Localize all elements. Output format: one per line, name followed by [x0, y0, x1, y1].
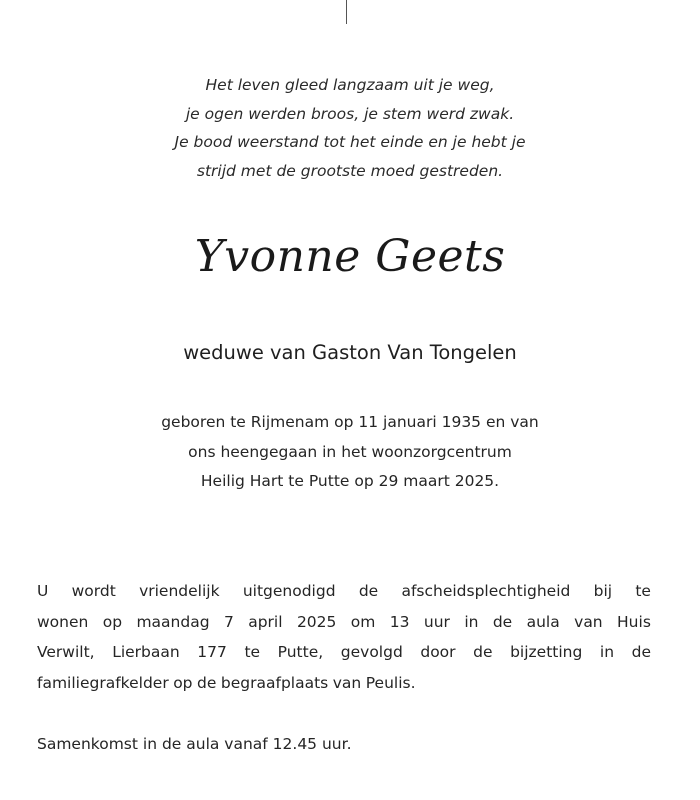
invitation-word: Putte, [277, 643, 324, 661]
invitation-word: wonen [37, 612, 89, 631]
birth-death-line: geboren te Rijmenam op 11 januari 1935 en van [161, 413, 539, 431]
invitation-word: 177 [197, 643, 227, 661]
invitation-word: maandag [136, 612, 210, 631]
invitation-word: aula [526, 612, 560, 631]
invitation-word: Verwilt, [37, 643, 95, 661]
invitation-word: op [102, 612, 123, 631]
invitation-word: te [244, 643, 261, 661]
poem-line: je ogen werden broos, je stem werd zwak. [185, 104, 515, 123]
invitation-word: uur [423, 612, 450, 631]
invitation-line [37, 668, 651, 699]
invitation-line [37, 637, 651, 668]
invitation-word: afscheidsplechtigheid [401, 582, 571, 600]
invitation-word: de [492, 612, 513, 631]
invitation-word: Lierbaan [112, 643, 180, 661]
invitation-word: april [248, 612, 283, 631]
birth-death-line: ons heengegaan in het woonzorgcentrum [188, 442, 512, 461]
invitation-word: uitgenodigd [242, 582, 336, 600]
gathering-notice: Samenkomst in de aula vanaf 12.45 uur. [37, 735, 352, 753]
invitation-word: bijzetting [510, 643, 583, 661]
invitation-line [37, 576, 651, 607]
invitation-word: op [173, 673, 193, 692]
invitation-word: in [464, 612, 479, 631]
invitation-word: van [332, 673, 362, 692]
invitation-word: U [37, 582, 49, 600]
ceremony-invitation [37, 576, 651, 698]
invitation-word: vriendelijk [139, 582, 220, 600]
invitation-word: de [358, 582, 379, 600]
invitation-word: 7 [223, 612, 234, 631]
invitation-word: de [473, 643, 493, 661]
poem-line: Je bood weerstand tot het einde en je hebt je [174, 133, 526, 151]
invitation-word: begraafplaats [220, 673, 329, 692]
deceased-name: Yvonne Geets [194, 231, 506, 282]
birth-death-details [0, 408, 700, 497]
invitation-word: te [635, 582, 651, 600]
poem-line: strijd met de grootste moed gestreden. [196, 161, 504, 180]
memorial-poem [0, 71, 700, 185]
invitation-word: 13 [389, 612, 410, 631]
invitation-word: de [631, 643, 651, 661]
invitation-line [37, 607, 651, 638]
top-divider-line [346, 0, 347, 24]
invitation-word: Peulis. [365, 673, 416, 692]
invitation-word: wordt [71, 582, 116, 600]
invitation-word: door [420, 643, 456, 661]
poem-line: Het leven gleed langzaam uit je weg, [205, 76, 495, 94]
invitation-word: Huis [617, 612, 651, 631]
invitation-word: van [574, 612, 603, 631]
invitation-word: de [197, 673, 217, 692]
invitation-word: in [599, 643, 615, 661]
invitation-word: familiegrafkelder [37, 673, 169, 692]
invitation-word: bij [593, 582, 613, 600]
invitation-word: om [350, 612, 376, 631]
invitation-word: 2025 [296, 612, 337, 631]
birth-death-line: Heilig Hart te Putte op 29 maart 2025. [200, 472, 500, 490]
widow-of-line: weduwe van Gaston Van Tongelen [183, 341, 517, 364]
invitation-word: gevolgd [340, 643, 403, 661]
